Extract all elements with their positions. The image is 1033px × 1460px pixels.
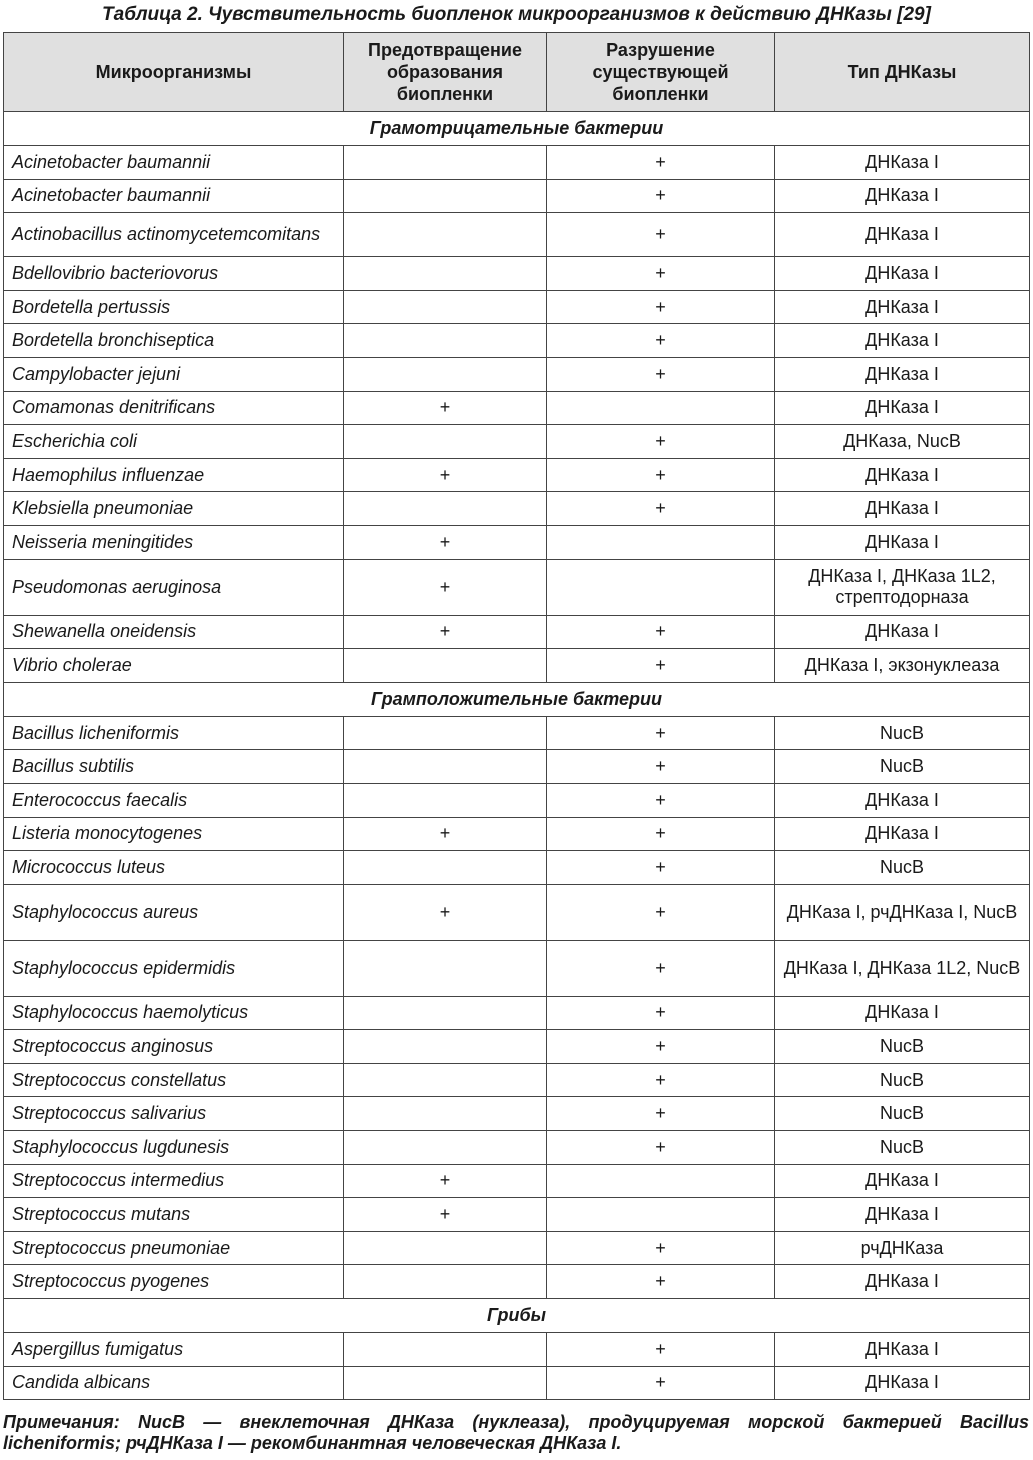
prevention-mark-cell [344, 851, 547, 885]
organism-cell: Candida albicans [4, 1366, 344, 1400]
prevention-mark-cell [344, 492, 547, 526]
dnase-type-cell: ДНКаза I [775, 615, 1030, 649]
organism-cell: Actinobacillus actinomycetemcomitans [4, 213, 344, 257]
destruction-mark-cell [547, 391, 775, 425]
destruction-mark-cell: + [547, 996, 775, 1030]
prevention-mark-cell [344, 257, 547, 291]
dnase-type-cell: ДНКаза, NucB [775, 425, 1030, 459]
destruction-mark-cell: + [547, 1366, 775, 1400]
organism-cell: Staphylococcus epidermidis [4, 940, 344, 996]
dnase-type-cell: ДНКаза I [775, 996, 1030, 1030]
dnase-type-cell: ДНКаза I, ДНКаза 1L2, NucB [775, 940, 1030, 996]
prevention-mark-cell: + [344, 525, 547, 559]
prevention-mark-cell [344, 1063, 547, 1097]
organism-cell: Shewanella oneidensis [4, 615, 344, 649]
destruction-mark-cell: + [547, 213, 775, 257]
dnase-type-cell: ДНКаза I [775, 357, 1030, 391]
section-title: Грибы [4, 1299, 1030, 1333]
column-header-dnase-type: Тип ДНКазы [775, 33, 1030, 112]
organism-cell: Streptococcus pyogenes [4, 1265, 344, 1299]
header-row [4, 33, 1030, 112]
table-row [4, 290, 1030, 324]
destruction-mark-cell: + [547, 615, 775, 649]
dnase-type-cell: ДНКаза I [775, 783, 1030, 817]
dnase-type-cell: ДНКаза I [775, 458, 1030, 492]
organism-cell: Acinetobacter baumannii [4, 179, 344, 213]
prevention-mark-cell [344, 213, 547, 257]
table-row [4, 525, 1030, 559]
organism-cell: Listeria monocytogenes [4, 817, 344, 851]
prevention-mark-cell [344, 146, 547, 180]
table-body [4, 112, 1030, 1400]
destruction-mark-cell: + [547, 425, 775, 459]
organism-cell: Campylobacter jejuni [4, 357, 344, 391]
prevention-mark-cell: + [344, 884, 547, 940]
dnase-type-cell: ДНКаза I [775, 290, 1030, 324]
dnase-type-cell: NucB [775, 750, 1030, 784]
dnase-type-cell: ДНКаза I, рчДНКаза I, NucB [775, 884, 1030, 940]
table-row [4, 884, 1030, 940]
destruction-mark-cell [547, 525, 775, 559]
table-row [4, 559, 1030, 615]
destruction-mark-cell: + [547, 290, 775, 324]
destruction-mark-cell: + [547, 1333, 775, 1367]
table-caption: Таблица 2. Чувствительность биопленок микроорганизмов к действию ДНКазы [29] [102, 4, 931, 25]
prevention-mark-cell [344, 716, 547, 750]
dnase-type-cell: NucB [775, 1030, 1030, 1064]
table-row [4, 1333, 1030, 1367]
prevention-mark-cell [344, 1366, 547, 1400]
column-header-prevention: Предотвращение образования биопленки [344, 33, 547, 112]
organism-cell: Aspergillus fumigatus [4, 1333, 344, 1367]
prevention-mark-cell [344, 290, 547, 324]
dnase-type-cell: NucB [775, 1097, 1030, 1131]
table-row [4, 1366, 1030, 1400]
prevention-mark-cell [344, 1333, 547, 1367]
table-row [4, 1231, 1030, 1265]
table-row [4, 783, 1030, 817]
destruction-mark-cell: + [547, 179, 775, 213]
table-row [4, 324, 1030, 358]
table-row [4, 1198, 1030, 1232]
table-row [4, 1164, 1030, 1198]
prevention-mark-cell [344, 1265, 547, 1299]
destruction-mark-cell: + [547, 458, 775, 492]
organism-cell: Bacillus licheniformis [4, 716, 344, 750]
organism-cell: Comamonas denitrificans [4, 391, 344, 425]
organism-cell: Streptococcus salivarius [4, 1097, 344, 1131]
prevention-mark-cell: + [344, 615, 547, 649]
dnase-type-cell: ДНКаза I [775, 817, 1030, 851]
column-header-destruction: Разрушение существующей биопленки [547, 33, 775, 112]
dnase-type-cell: ДНКаза I [775, 1198, 1030, 1232]
prevention-mark-cell [344, 1030, 547, 1064]
organism-cell: Bordetella bronchiseptica [4, 324, 344, 358]
destruction-mark-cell: + [547, 649, 775, 683]
prevention-mark-cell: + [344, 391, 547, 425]
table-row [4, 750, 1030, 784]
prevention-mark-cell [344, 179, 547, 213]
table-row [4, 1063, 1030, 1097]
dnase-type-cell: ДНКаза I [775, 492, 1030, 526]
table-row [4, 146, 1030, 180]
organism-cell: Bordetella pertussis [4, 290, 344, 324]
table-row [4, 213, 1030, 257]
table-row [4, 615, 1030, 649]
prevention-mark-cell [344, 750, 547, 784]
organism-cell: Staphylococcus aureus [4, 884, 344, 940]
dnase-type-cell: ДНКаза I [775, 1265, 1030, 1299]
dnase-sensitivity-table [3, 32, 1030, 1400]
dnase-type-cell: ДНКаза I [775, 146, 1030, 180]
prevention-mark-cell [344, 783, 547, 817]
section-header-row [4, 1299, 1030, 1333]
destruction-mark-cell: + [547, 1231, 775, 1265]
table-row [4, 1131, 1030, 1165]
table-row [4, 940, 1030, 996]
organism-cell: Streptococcus mutans [4, 1198, 344, 1232]
destruction-mark-cell: + [547, 884, 775, 940]
organism-cell: Streptococcus intermedius [4, 1164, 344, 1198]
table-row [4, 1265, 1030, 1299]
organism-cell: Bacillus subtilis [4, 750, 344, 784]
organism-cell: Streptococcus constellatus [4, 1063, 344, 1097]
prevention-mark-cell [344, 996, 547, 1030]
table-note: Примечания: NucB — внеклеточная ДНКаза (нуклеаза), продуцируемая морской бактерией Bacillus licheniformis; рчДНКаза I — рекомбинантная человеческая ДНКаза I. [3, 1412, 1029, 1453]
destruction-mark-cell: + [547, 851, 775, 885]
prevention-mark-cell: + [344, 1164, 547, 1198]
destruction-mark-cell [547, 1198, 775, 1232]
dnase-type-cell: ДНКаза I, ДНКаза 1L2, стрептодорназа [775, 559, 1030, 615]
organism-cell: Staphylococcus lugdunesis [4, 1131, 344, 1165]
organism-cell: Acinetobacter baumannii [4, 146, 344, 180]
table-row [4, 1097, 1030, 1131]
table-row [4, 257, 1030, 291]
organism-cell: Vibrio cholerae [4, 649, 344, 683]
prevention-mark-cell [344, 940, 547, 996]
dnase-type-cell: ДНКаза I [775, 257, 1030, 291]
table-row [4, 179, 1030, 213]
section-header-row [4, 112, 1030, 146]
destruction-mark-cell: + [547, 783, 775, 817]
prevention-mark-cell: + [344, 458, 547, 492]
organism-cell: Haemophilus influenzae [4, 458, 344, 492]
table-row [4, 425, 1030, 459]
section-title: Грамположительные бактерии [4, 682, 1030, 716]
prevention-mark-cell [344, 1131, 547, 1165]
organism-cell: Staphylococcus haemolyticus [4, 996, 344, 1030]
prevention-mark-cell [344, 1097, 547, 1131]
dnase-type-cell: ДНКаза I [775, 1333, 1030, 1367]
destruction-mark-cell: + [547, 146, 775, 180]
destruction-mark-cell: + [547, 1131, 775, 1165]
organism-cell: Streptococcus pneumoniae [4, 1231, 344, 1265]
table-row [4, 458, 1030, 492]
dnase-type-cell: ДНКаза I [775, 179, 1030, 213]
destruction-mark-cell: + [547, 492, 775, 526]
destruction-mark-cell: + [547, 750, 775, 784]
destruction-mark-cell: + [547, 357, 775, 391]
prevention-mark-cell: + [344, 817, 547, 851]
dnase-type-cell: NucB [775, 1131, 1030, 1165]
dnase-type-cell: NucB [775, 716, 1030, 750]
destruction-mark-cell [547, 1164, 775, 1198]
destruction-mark-cell: + [547, 716, 775, 750]
organism-cell: Bdellovibrio bacteriovorus [4, 257, 344, 291]
dnase-type-cell: ДНКаза I, экзонуклеаза [775, 649, 1030, 683]
organism-cell: Pseudomonas aeruginosa [4, 559, 344, 615]
destruction-mark-cell: + [547, 1097, 775, 1131]
prevention-mark-cell: + [344, 559, 547, 615]
dnase-type-cell: ДНКаза I [775, 525, 1030, 559]
destruction-mark-cell: + [547, 1030, 775, 1064]
destruction-mark-cell: + [547, 940, 775, 996]
table-row [4, 391, 1030, 425]
prevention-mark-cell [344, 425, 547, 459]
dnase-type-cell: ДНКаза I [775, 213, 1030, 257]
prevention-mark-cell [344, 649, 547, 683]
organism-cell: Micrococcus luteus [4, 851, 344, 885]
destruction-mark-cell: + [547, 1265, 775, 1299]
prevention-mark-cell [344, 1231, 547, 1265]
table-row [4, 716, 1030, 750]
destruction-mark-cell: + [547, 257, 775, 291]
destruction-mark-cell: + [547, 817, 775, 851]
organism-cell: Enterococcus faecalis [4, 783, 344, 817]
dnase-type-cell: рчДНКаза [775, 1231, 1030, 1265]
organism-cell: Neisseria meningitides [4, 525, 344, 559]
dnase-type-cell: ДНКаза I [775, 1366, 1030, 1400]
dnase-type-cell: NucB [775, 1063, 1030, 1097]
table-row [4, 817, 1030, 851]
organism-cell: Klebsiella pneumoniae [4, 492, 344, 526]
dnase-type-cell: ДНКаза I [775, 391, 1030, 425]
organism-cell: Streptococcus anginosus [4, 1030, 344, 1064]
section-header-row [4, 682, 1030, 716]
table-row [4, 851, 1030, 885]
table-row [4, 1030, 1030, 1064]
destruction-mark-cell [547, 559, 775, 615]
destruction-mark-cell: + [547, 324, 775, 358]
prevention-mark-cell [344, 357, 547, 391]
prevention-mark-cell: + [344, 1198, 547, 1232]
column-header-organism: Микроорганизмы [4, 33, 344, 112]
table-row [4, 996, 1030, 1030]
dnase-type-cell: ДНКаза I [775, 1164, 1030, 1198]
dnase-type-cell: NucB [775, 851, 1030, 885]
table-row [4, 649, 1030, 683]
table-row [4, 357, 1030, 391]
destruction-mark-cell: + [547, 1063, 775, 1097]
section-title: Грамотрицательные бактерии [4, 112, 1030, 146]
prevention-mark-cell [344, 324, 547, 358]
dnase-type-cell: ДНКаза I [775, 324, 1030, 358]
table-row [4, 492, 1030, 526]
organism-cell: Escherichia coli [4, 425, 344, 459]
